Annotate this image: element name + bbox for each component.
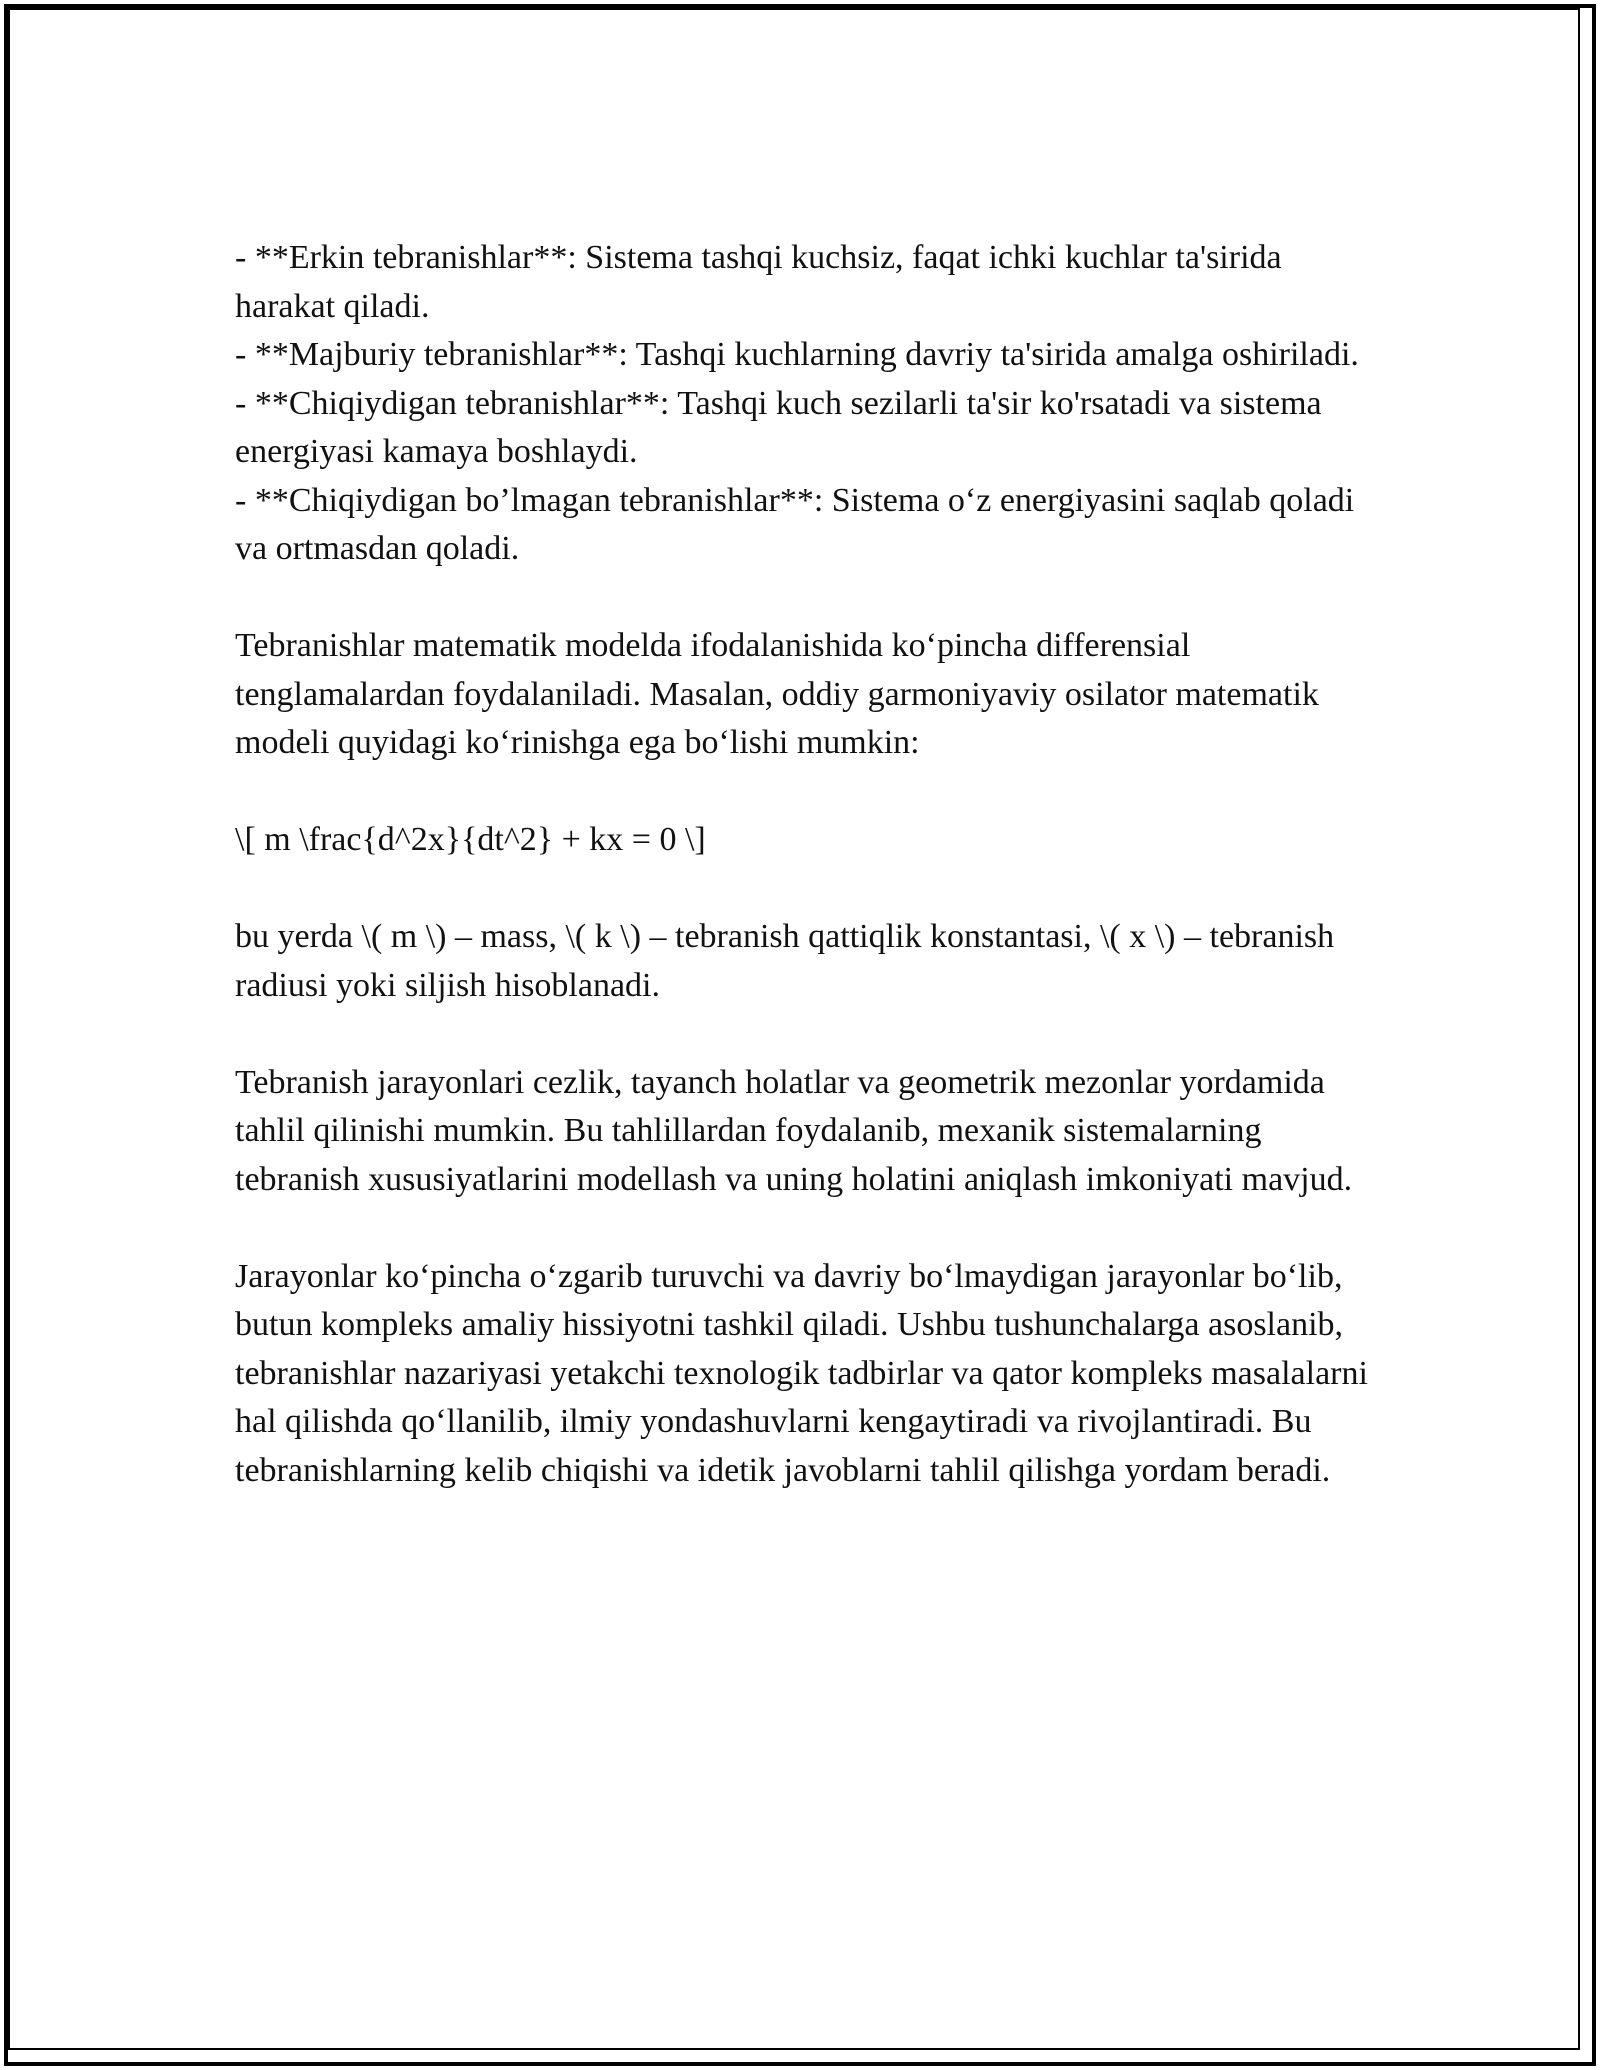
paragraph-math-model: Tebranishlar matematik modelda ifodalanishida ko‘pincha differensial tenglamalardan foydalaniladi. Masalan, oddiy garmoniyaviy osilator matematik modeli quyidagi ko‘rinishga ega bo‘lishi mumkin: bbox=[235, 627, 1328, 761]
list-item-damped-oscillations: - **Chiqiydigan tebranishlar**: Tashqi kuch sezilarli ta'sir ko'rsatadi va sistema energiyasi kamaya boshlaydi. bbox=[235, 384, 1331, 470]
spacer bbox=[235, 1204, 1375, 1253]
paragraph-analysis: Tebranish jarayonlari cezlik, tayanch holatlar va geometrik mezonlar yordamida tahlil qilinishi mumkin. Bu tahlillardan foydalanib, mexanik sistemalarning tebranish xususiyatlarini modellash va uning holatini aniqlash imkoniyati mavjud. bbox=[235, 1063, 1353, 1198]
paragraph-variables: bu yerda \( m \) – mass, \( k \) – tebranish qattiqlik konstantasi, \( x \) – tebranish radiusi yoki siljish hisoblanadi. bbox=[235, 918, 1343, 1004]
oscillation-types-list bbox=[235, 234, 1375, 574]
spacer bbox=[235, 1010, 1375, 1059]
spacer bbox=[235, 574, 1375, 623]
spacer bbox=[235, 768, 1375, 817]
list-item-free-oscillations: - **Erkin tebranishlar**: Sistema tashqi kuchsiz, faqat ichki kuchlar ta'sirida harakat qiladi. bbox=[235, 239, 1291, 325]
paragraph-conclusion: Jarayonlar ko‘pincha o‘zgarib turuvchi va davriy bo‘lmaydigan jarayonlar bo‘lib, butun kompleks amaliy hissiyotni tashkil qiladi. Ushbu tushunchalarga asoslanib, tebranishlar nazariyasi yetakchi texnologik tadbirlar va qator kompleks masalalarni hal qilishda qo‘llanilib, ilmiy yondashuvlarni kengaytiradi va rivojlantiradi. Bu tebranishlarning kelib chiqishi va idetik javoblarni tahlil qilishga yordam beradi. bbox=[235, 1257, 1377, 1489]
list-item-undamped-oscillations: - **Chiqiydigan bo’lmagan tebranishlar**: Sistema o‘z energiyasini saqlab qoladi va ortmasdan qoladi. bbox=[235, 481, 1363, 567]
document-body bbox=[235, 234, 1375, 1495]
formula-oscillator: \[ m \frac{d^2x}{dt^2} + kx = 0 \] bbox=[235, 821, 706, 858]
spacer bbox=[235, 865, 1375, 914]
list-item-forced-oscillations: - **Majburiy tebranishlar**: Tashqi kuchlarning davriy ta'sirida amalga oshiriladi. bbox=[235, 336, 1359, 373]
